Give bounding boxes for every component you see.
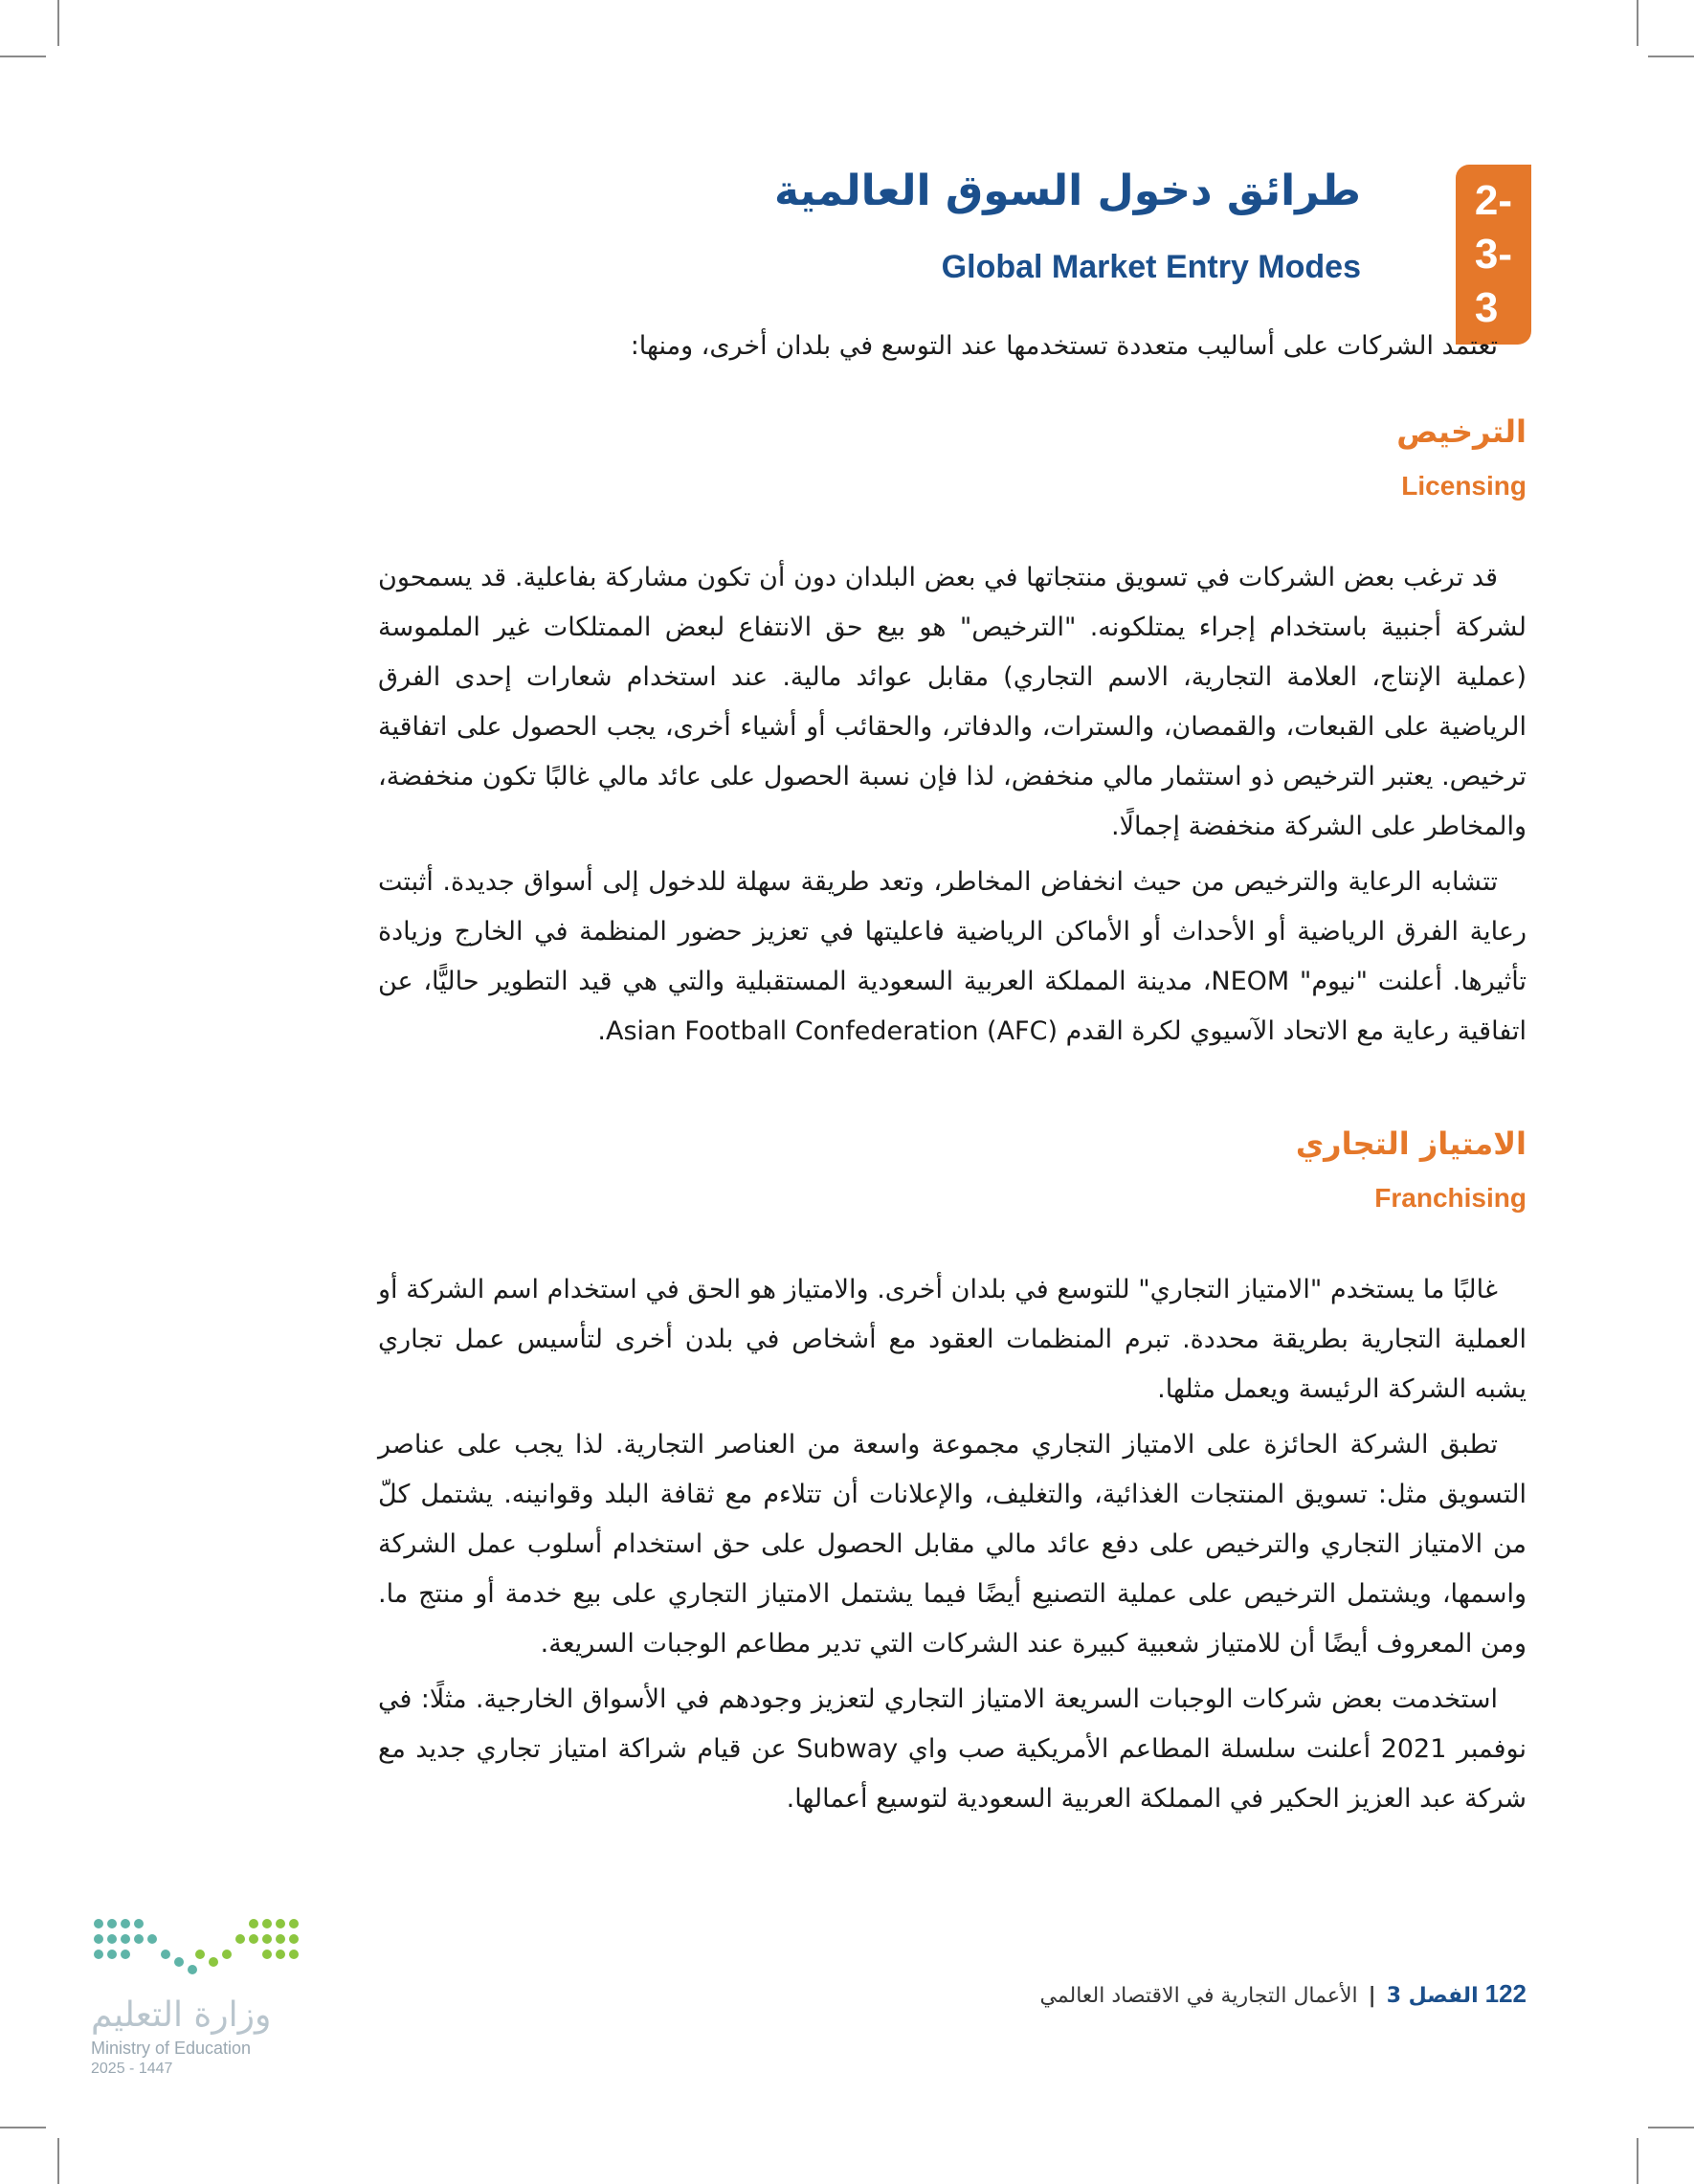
section-number-badge: 2-3-3 (1456, 165, 1531, 345)
page-footer (1039, 1979, 1527, 2009)
crop-mark (0, 2127, 46, 2128)
crop-mark (1648, 2127, 1694, 2128)
crop-mark (0, 56, 46, 57)
licensing-title-english: Licensing (1401, 471, 1527, 501)
licensing-paragraph-2: تتشابه الرعاية والترخيص من حيث انخفاض المخاطر، وتعد طريقة سهلة للدخول إلى أسواق جديدة. أثبتت رعاية الفرق الرياضية أو الأحداث أو الأماكن الرياضية فاعليتها في تعزيز حضور المنظمة في الخارج وزيادة تأثيرها. أعلنت "نيوم" NEOM، مدينة المملكة العربية السعودية المستقبلية والتي هي قيد التطوير حاليًّا، عن اتفاقية رعاية مع الاتحاد الآسيوي لكرة القدم (Asian Football Confederation (AFC. (378, 867, 1527, 1046)
chapter-label: الفصل 3 (1386, 1984, 1479, 2008)
chapter-title: الأعمال التجارية في الاقتصاد العالمي (1039, 1984, 1358, 2008)
crop-mark (1648, 56, 1694, 57)
franchising-paragraph-3: استخدمت بعض شركات الوجبات السريعة الامتياز التجاري لتعزيز وجودهم في الأسواق الخارجية. مثلًا: في نوفمبر 2021 أعلنت سلسلة المطاعم الأمريكية صب واي Subway عن قيام شراكة امتياز تجاري جديد مع شركة عبد العزيز الحكير في المملكة العربية السعودية لتوسيع أعمالها. (378, 1684, 1527, 1814)
crop-mark (1637, 0, 1638, 46)
crop-mark (57, 0, 59, 46)
intro-text: تعتمد الشركات على أساليب متعددة تستخدمها عند التوسع في بلدان أخرى، ومنها: (630, 331, 1498, 361)
franchising-body (378, 1265, 1527, 1824)
logo-dots-icon (91, 1914, 311, 1981)
licensing-body (378, 553, 1527, 1057)
ministry-year: 2025 - 1447 (91, 2061, 173, 2077)
franchising-paragraph-1: غالبًا ما يستخدم "الامتياز التجاري" للتوسع في بلدان أخرى. والامتياز هو الحق في استخدام اسم الشركة أو العملية التجارية بطريقة محددة. تبرم المنظمات العقود مع أشخاص في بلدن أخرى لتأسيس عمل تجاري يشبه الشركة الرئيسة ويعمل مثلها. (378, 1275, 1527, 1404)
crop-mark (57, 2138, 59, 2184)
section-title-english: Global Market Entry Modes (941, 249, 1361, 285)
licensing-paragraph-1: قد ترغب بعض الشركات في تسويق منتجاتها في بعض البلدان دون أن تكون مشاركة بفاعلية. قد يسمحون لشركة أجنبية باستخدام إجراء يمتلكونه. "الترخيص" هو بيع حق الانتفاع لبعض الممتلكات غير الملموسة (عملية الإنتاج، العلامة التجارية، الاسم التجاري) مقابل عوائد مالية. عند استخدام شعارات إحدى الفرق الرياضية على القبعات، والقمصان، والسترات، والدفاتر، والحقائب أو أشياء أخرى، يجب الحصول على اتفاقية ترخيص. يعتبر الترخيص ذو استثمار مالي منخفض، لذا فإن نسبة الحصول على عائد مالي غالبًا تكون منخفضة، والمخاطر على الشركة منخفضة إجمالًا. (378, 563, 1527, 841)
ministry-name-english: Ministry of Education (91, 2039, 252, 2058)
footer-separator: | (1368, 1984, 1376, 2008)
franchising-paragraph-2: تطبق الشركة الحائزة على الامتياز التجاري مجموعة واسعة من العناصر التجارية. لذا يجب على عناصر التسويق مثل: تسويق المنتجات الغذائية، والتغليف، والإعلانات أن تتلاءم مع ثقافة البلد وقوانينه. يشتمل كلّ من الامتياز التجاري والترخيص على دفع عائد مالي مقابل الحصول على حق استخدام أسلوب عمل الشركة واسمها، ويشتمل الترخيص على عملية التصنيع أيضًا فيما يشتمل الامتياز التجاري على بيع خدمة أو منتج ما. ومن المعروف أيضًا أن للامتياز شعبية كبيرة عند الشركات التي تدير مطاعم الوجبات السريعة. (378, 1430, 1527, 1659)
franchising-title-english: Franchising (1374, 1183, 1527, 1213)
franchising-title-arabic: الامتياز التجاري (1295, 1125, 1527, 1162)
ministry-logo (91, 1914, 311, 2078)
section-title-arabic: طرائق دخول السوق العالمية (773, 167, 1361, 215)
crop-mark (1637, 2138, 1638, 2184)
page-number: 122 (1484, 1979, 1527, 2008)
ministry-name-arabic: وزارة التعليم (91, 1995, 272, 2035)
licensing-title-arabic: الترخيص (1396, 413, 1527, 450)
intro-block (378, 322, 1527, 371)
